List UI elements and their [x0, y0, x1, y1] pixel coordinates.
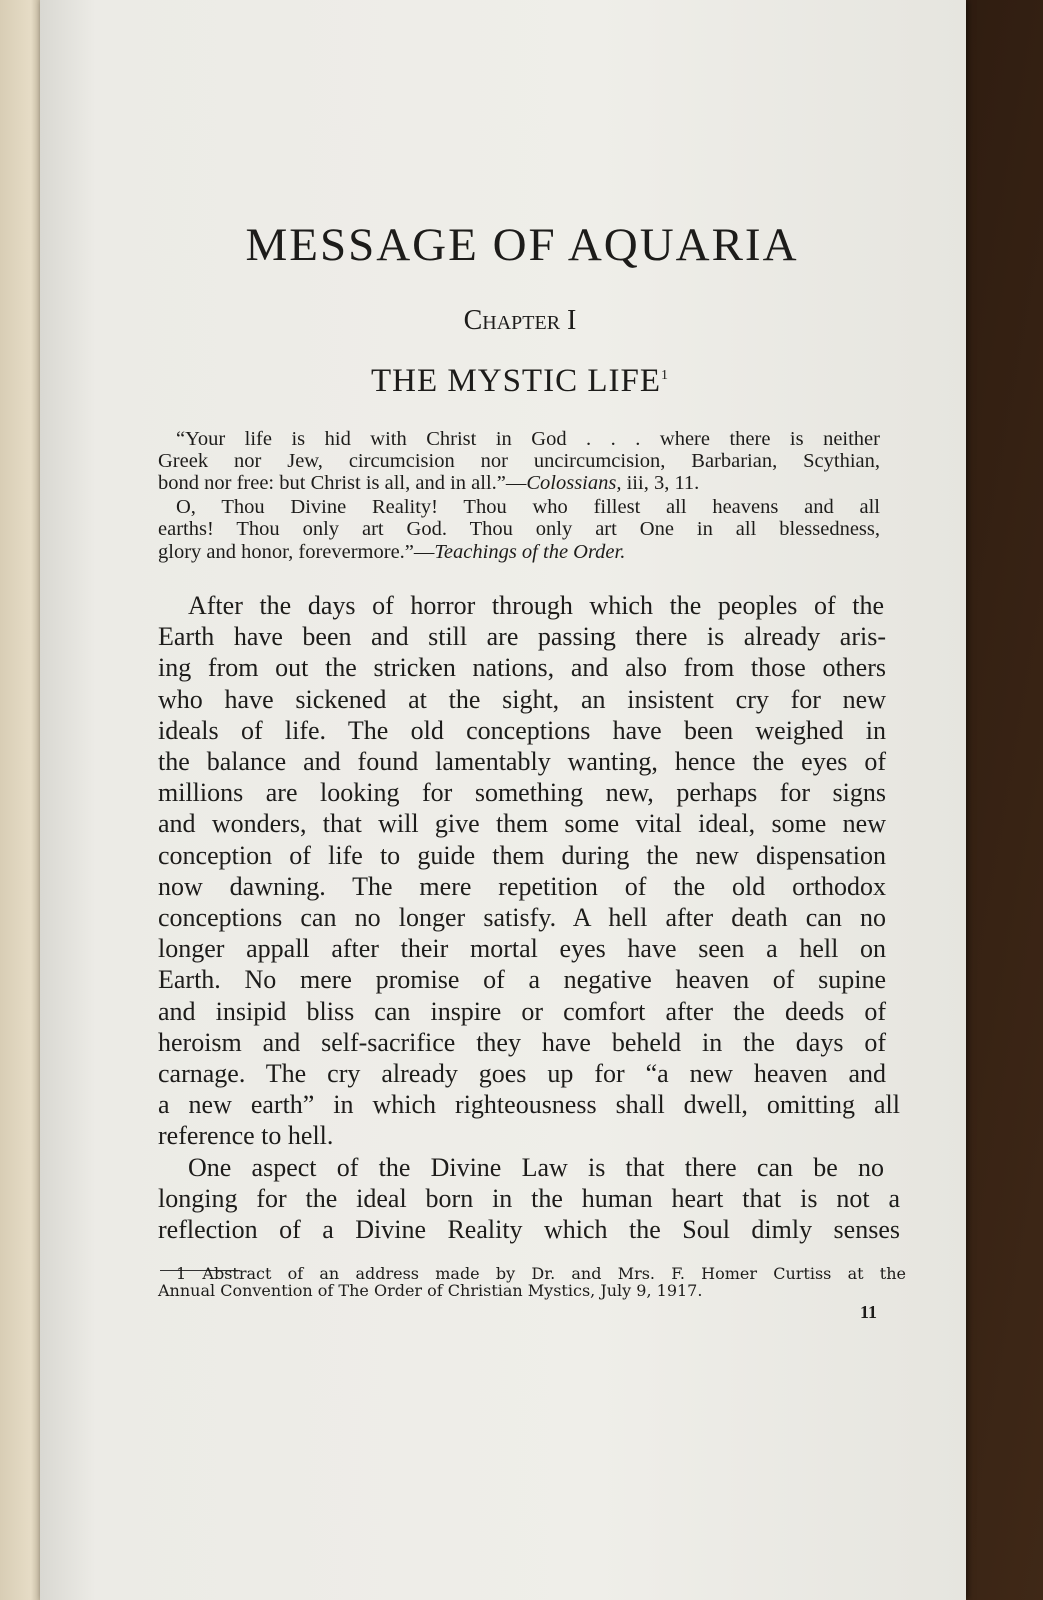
body-line: who have sickened at the sight, an insistent cry for new: [158, 684, 886, 714]
epigraph-line: “Your life is hid with Christ in God . . . where there is neither: [176, 428, 880, 450]
body-line: ing from out the stricken nations, and also from those others: [158, 653, 886, 683]
body-line: reflection of a Divine Reality which the Soul dimly senses: [158, 1215, 900, 1244]
body-line: One aspect of the Divine Law is that there can be no: [188, 1152, 884, 1182]
body-line: and wonders, that will give them some vital ideal, some new: [158, 809, 886, 839]
body-line: conceptions can no longer satisfy. A hell after death can no: [158, 903, 886, 932]
epigraph-line: glory and honor, forevermore.”—Teachings of the Order.: [158, 541, 626, 563]
body-line: and insipid bliss can inspire or comfort after the deeds of: [158, 996, 886, 1026]
body-line: the balance and found lamentably wanting, hence the eyes of: [158, 747, 886, 776]
book-title: MESSAGE OF AQUARIA: [245, 219, 799, 271]
body-line: ideals of life. The old conceptions have been weighed in: [158, 715, 886, 745]
epigraph-line: bond nor free: but Christ is all, and in all.”—Colossians, iii, 3, 11.: [158, 472, 700, 494]
body-line: millions are looking for something new, perhaps for signs: [158, 778, 886, 808]
chapter-heading: Chapter I: [463, 305, 577, 336]
body-line: longing for the ideal born in the human heart that is not a: [158, 1183, 900, 1213]
body-line: heroism and self-sacrifice they have beheld in the days of: [158, 1027, 886, 1057]
body-line: a new earth” in which righteousness shall dwell, omitting all: [158, 1090, 900, 1120]
epigraph-line: O, Thou Divine Reality! Thou who fillest all heavens and all: [176, 496, 880, 518]
footnote-marker: 1: [661, 368, 669, 383]
footnote-line: Annual Convention of The Order of Christian Mystics, July 9, 1917.: [158, 1281, 703, 1300]
body-line: Earth. No mere promise of a negative heaven of supine: [158, 965, 886, 995]
chapter-title: [300, 363, 740, 400]
body-line: reference to hell.: [158, 1121, 334, 1151]
page-number: 11: [860, 1302, 878, 1322]
body-line: carnage. The cry already goes up for “a new heaven and: [158, 1059, 886, 1088]
epigraph-line: Greek nor Jew, circumcision nor uncircumcision, Barbarian, Scythian,: [158, 450, 880, 472]
epigraph-line: earths! Thou only art God. Thou only art One in all blessedness,: [158, 518, 880, 540]
body-line: Earth have been and still are passing there is already aris-: [158, 622, 886, 652]
body-line: longer appall after their mortal eyes have seen a hell on: [158, 934, 886, 964]
facing-page-edge: [0, 0, 44, 1600]
chapter-title-text: THE MYSTIC LIFE: [371, 363, 661, 399]
footnote-line: 1 Abstract of an address made by Dr. and Mrs. F. Homer Curtiss at the: [176, 1264, 906, 1283]
body-line: now dawning. The mere repetition of the old orthodox: [158, 871, 886, 901]
body-line: After the days of horror through which the peoples of the: [188, 591, 884, 620]
body-line: conception of life to guide them during the new dispensation: [158, 840, 886, 870]
